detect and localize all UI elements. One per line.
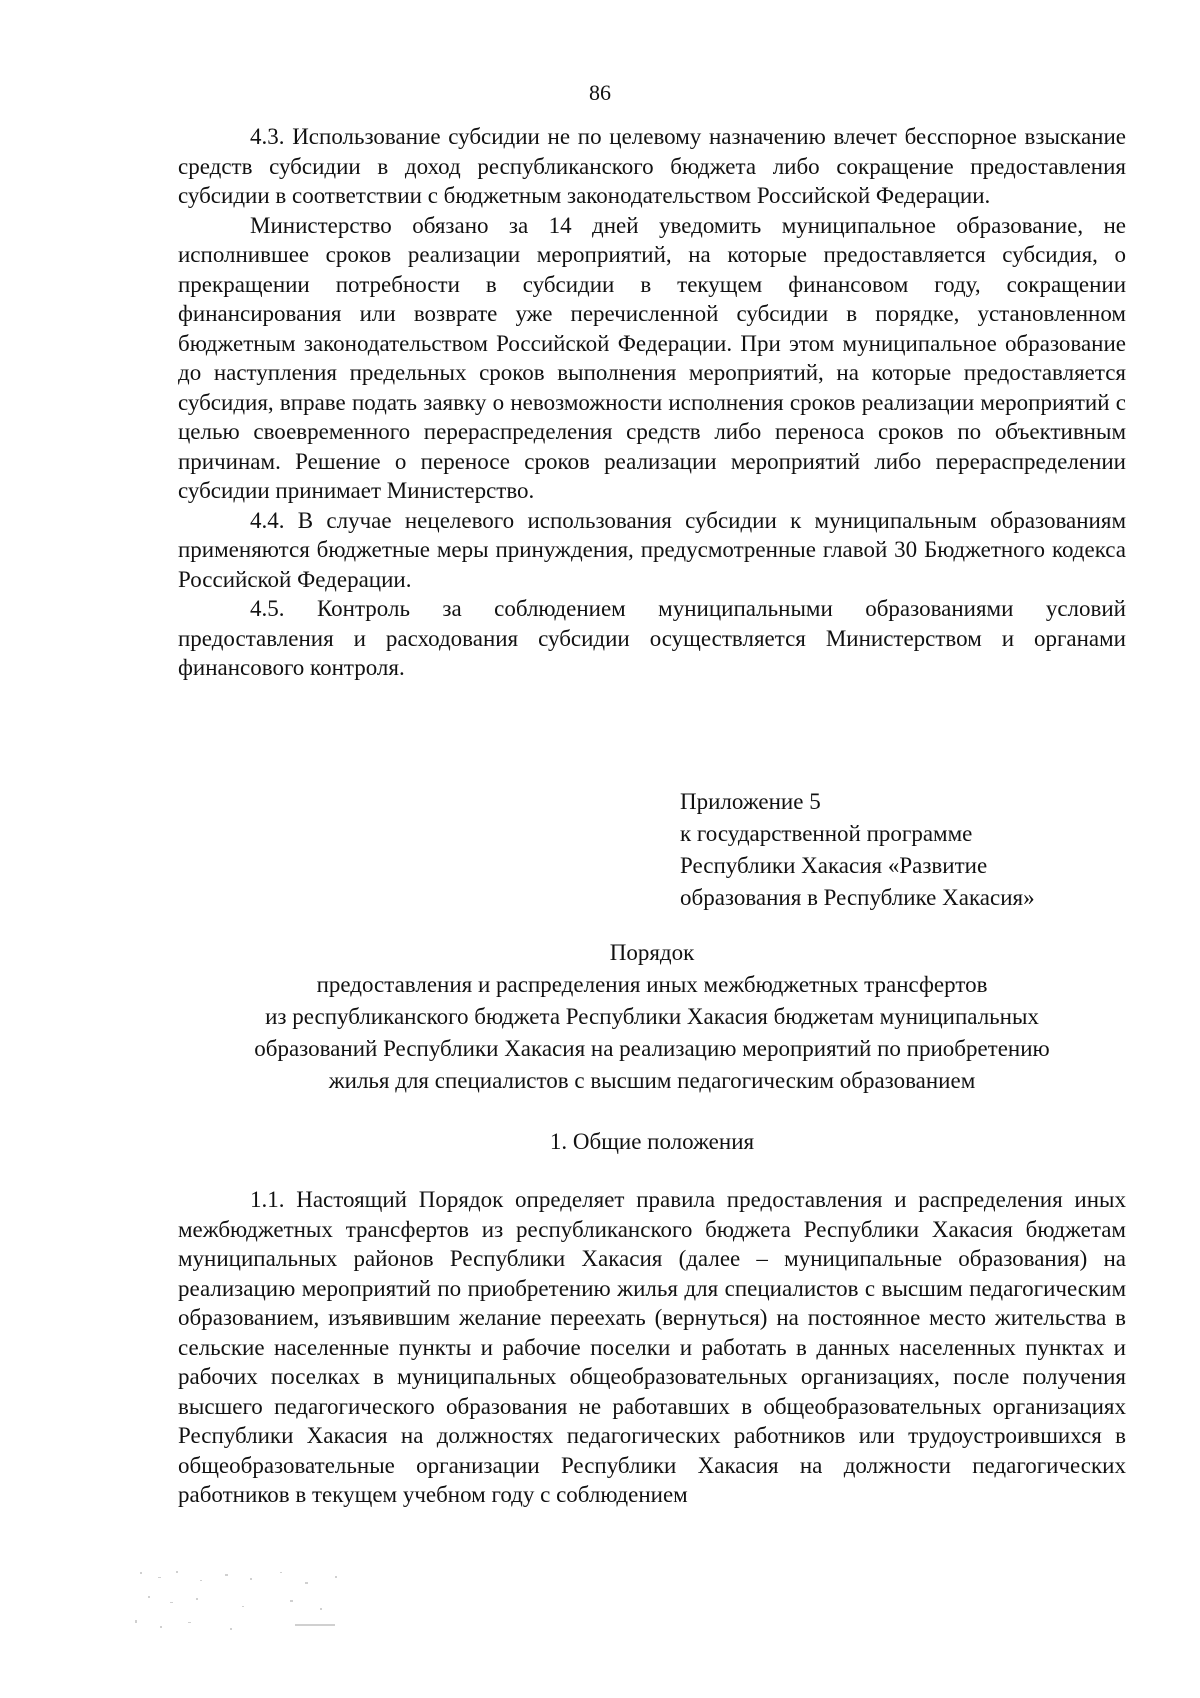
appendix-line: образования в Республике Хакасия» xyxy=(680,885,1035,910)
body-text-bottom xyxy=(178,1185,1126,1510)
paragraph-4-4: 4.4. В случае нецелевого использования субсидии к муниципальным образованиям применяются бюджетные меры принуждения, предусмотренные главой 30 Бюджетного кодекса Российской Федерации. xyxy=(178,507,1126,592)
appendix-line: к государственной программе xyxy=(680,821,973,846)
page-number: 86 xyxy=(589,80,611,105)
paragraph-4-3: 4.3. Использование субсидии не по целевому назначению влечет бесспорное взыскание средств субсидии в доход республиканского бюджета либо сокращение предоставления субсидии в соответствии с бюджетным законодательством Российской Федерации. xyxy=(178,124,1126,208)
paragraph-ministry-notice: Министерство обязано за 14 дней уведомить муниципальное образование, не исполнившее сроков реализации мероприятий, на которые предоставляется субсидия, о прекращении потребности в субсидии в текущем финансовом году, сокращении финансирования или возврате уже перечисленной субсидии в порядке, установленном бюджетным законодательством Российской Федерации. При этом муниципальное образование до наступления предельных сроков выполнения мероприятий, на которые предоставляется субсидия, вправе подать заявку о невозможности исполнения сроков реализации мероприятий с целью своевременного перераспределения средств либо переноса сроков по объективным причинам. Решение о переносе сроков реализации мероприятий либо перераспределении субсидии принимает Министерство. xyxy=(178,212,1126,503)
paragraph-1-1: 1.1. Настоящий Порядок определяет правила предоставления и распределения иных межбюджетных трансфертов из республиканского бюджета Республики Хакасия бюджетам муниципальных районов Республики Хакасия (далее – муниципальные образования) на реализацию мероприятий по приобретению жилья для специалистов с высшим педагогическим образованием, изъявившим желание переехать (вернуться) на постоянное место жительства в сельские населенные пункты и рабочие поселки и работать в данных населенных пунктах и рабочих поселках в муниципальных общеобразовательных организациях, после получения высшего педагогического образования не работавших в общеобразовательных организациях Республики Хакасия на должностях педагогических работников или трудоустроившихся в общеобразовательные организации Республики Хакасия на должности педагогических работников в текущем учебном году с соблюдением xyxy=(178,1187,1126,1507)
section-heading: 1. Общие положения xyxy=(549,1129,755,1154)
appendix-line: Приложение 5 xyxy=(680,789,821,814)
appendix-note xyxy=(680,786,1140,914)
title-line: образований Республики Хакасия на реализацию мероприятий по приобретению xyxy=(254,1036,1050,1061)
title-line: жилья для специалистов с высшим педагогическим образованием xyxy=(328,1068,976,1093)
title-line: предоставления и распределения иных межбюджетных трансфертов xyxy=(316,972,988,997)
document-title xyxy=(178,937,1126,1097)
scan-noise-decoration xyxy=(130,1568,380,1638)
paragraph-4-5: 4.5. Контроль за соблюдением муниципальными образованиями условий предоставления и расходования субсидии осуществляется Министерством и органами финансового контроля. xyxy=(178,596,1126,680)
appendix-line: Республики Хакасия «Развитие xyxy=(680,853,988,878)
body-text-top xyxy=(178,122,1126,683)
title-line: из республиканского бюджета Республики Хакасия бюджетам муниципальных xyxy=(265,1004,1039,1029)
title-heading: Порядок xyxy=(609,940,695,965)
